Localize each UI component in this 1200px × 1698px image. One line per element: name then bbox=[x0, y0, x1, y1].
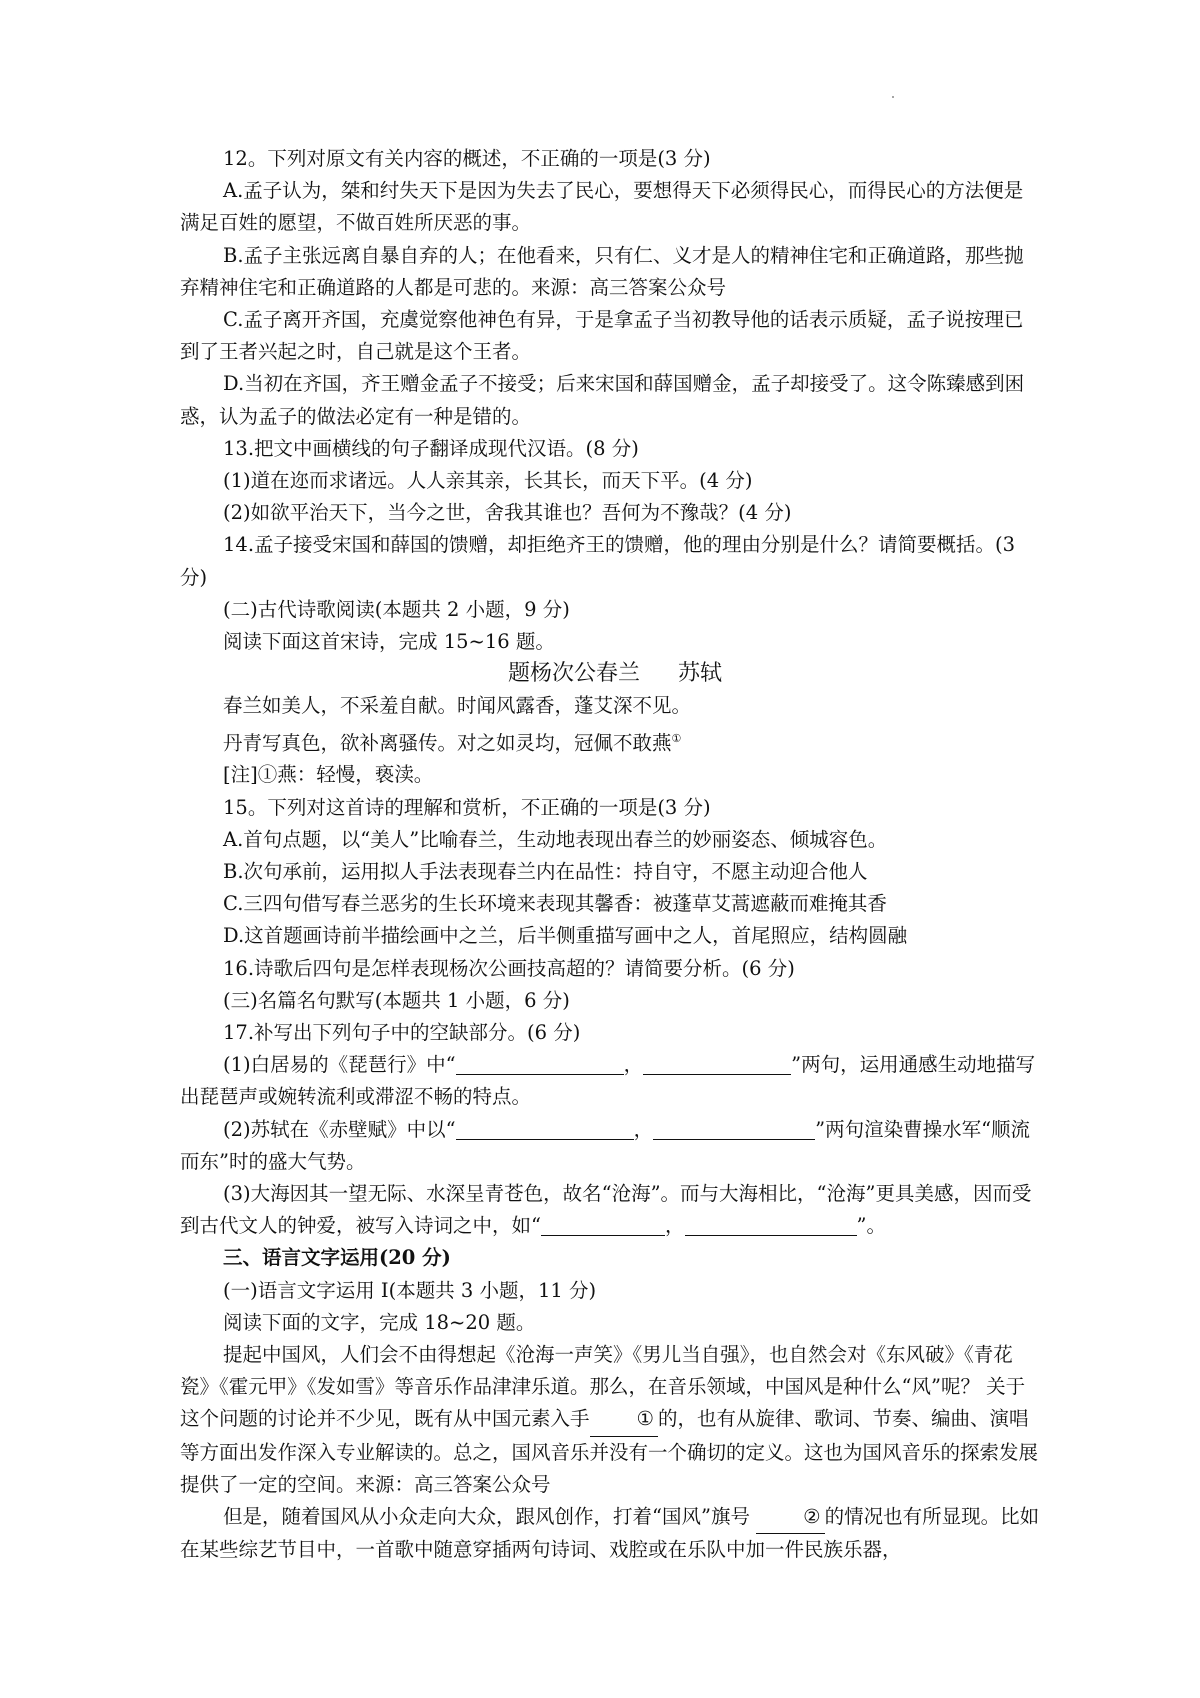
poem-title: 题杨次公春兰 bbox=[507, 661, 640, 687]
section-poetry-heading: (二)古代诗歌阅读(本题共 2 小题，9 分) bbox=[223, 597, 570, 621]
paragraph-2-lead: 但是，随着国风从小众走向大众，跟风创作，打着“国风”旗号 bbox=[223, 1505, 757, 1529]
passage-paragraph-1 bbox=[180, 1339, 1040, 1501]
poem-title-line bbox=[180, 658, 1040, 690]
q17-item-1-tail: ”两句，运用通感生动地描写出琵琶声或婉转流利或滞涩不畅的特点。 bbox=[180, 1053, 1036, 1109]
poem-line-2: 丹青写真色，欲补离骚传。对之如灵均，冠佩不敢燕 bbox=[223, 731, 672, 755]
section-poetry-intro: 阅读下面这首宋诗，完成 15~16 题。 bbox=[223, 630, 555, 654]
blank-marker-1[interactable]: ① bbox=[590, 1403, 658, 1436]
q17-item-2-lead: (2)苏轼在《赤壁赋》中以“ bbox=[223, 1117, 456, 1141]
q12-option-a: A.孟子认为，桀和纣失天下是因为失去了民心，要想得天下必须得民心，而得民心的方法便是满足百姓的愿望，不做百姓所厌恶的事。 bbox=[180, 179, 1024, 235]
q13-sentence-1: (1)道在迩而求诸远。人人亲其亲，长其长，而天下平。(4 分) bbox=[223, 469, 753, 493]
blank-marker-2[interactable]: ② bbox=[756, 1501, 824, 1534]
poem-line-2-row bbox=[180, 723, 1040, 760]
answer-blank[interactable] bbox=[653, 1117, 815, 1140]
q17-item-3-tail: ”。 bbox=[856, 1214, 886, 1238]
poem-note: [注]①燕：轻慢，亵渎。 bbox=[223, 763, 434, 787]
q16-stem: 16.诗歌后四句是怎样表现杨次公画技高超的？请简要分析。(6 分) bbox=[223, 956, 795, 980]
paragraph-2-tail: 的情况也有所显现。比如在某些综艺节目中，一首歌中随意穿插两句诗词、戏腔或在乐队中加一件民族乐器， bbox=[180, 1505, 1040, 1562]
exam-page bbox=[180, 143, 1040, 1566]
q15-option-d: D.这首题画诗前半描绘画中之兰，后半侧重描写画中之人，首尾照应，结构圆融 bbox=[223, 924, 908, 948]
paragraph-1-tail: 的，也有从旋律、歌词、节奏、编曲、演唱等方面出发作深入专业解读的。总之，国风音乐并没有一个确切的定义。这也为国风音乐的探索发展提供了一定的空间。来源：高三答案公众号 bbox=[180, 1407, 1039, 1496]
section-recitation-heading: (三)名篇名句默写(本题共 1 小题，6 分) bbox=[223, 988, 570, 1012]
q15-option-c: C.三四句借写春兰恶劣的生长环境来表现其馨香：被蓬草艾蒿遮蔽而难掩其香 bbox=[223, 892, 887, 916]
answer-blank[interactable] bbox=[456, 1117, 634, 1140]
q15-option-a: A.首句点题，以“美人”比喻春兰，生动地表现出春兰的妙丽姿态、倾城容色。 bbox=[223, 827, 888, 851]
poem-author: 苏轼 bbox=[678, 661, 723, 687]
passage-paragraph-2 bbox=[180, 1501, 1040, 1566]
language-use-intro: 阅读下面的文字，完成 18~20 题。 bbox=[223, 1310, 536, 1334]
q12-option-d: D.当初在齐国，齐王赠金孟子不接受；后来宋国和薛国赠金，孟子却接受了。这令陈臻感到困惑，认为孟子的做法必定有一种是错的。 bbox=[180, 372, 1025, 428]
q12-option-b: B.孟子主张远离自暴自弃的人；在他看来，只有仁、义才是人的精神住宅和正确道路，那些抛弃精神住宅和正确道路的人都是可悲的。来源：高三答案公众号 bbox=[180, 243, 1024, 299]
answer-blank[interactable] bbox=[685, 1213, 857, 1236]
q12-option-c: C.孟子离开齐国，充虞觉察他神色有异，于是拿孟子当初教导他的话表示质疑，孟子说按理已到了王者兴起之时，自己就是这个王者。 bbox=[180, 308, 1024, 364]
answer-blank[interactable] bbox=[541, 1213, 665, 1236]
q17-item-2-comma: ， bbox=[633, 1117, 654, 1141]
language-use-heading: (一)语言文字运用 I(本题共 3 小题，11 分) bbox=[223, 1278, 597, 1302]
q17-item-1-lead: (1)白居易的《琵琶行》中“ bbox=[223, 1053, 456, 1077]
q12-stem: 12。下列对原文有关内容的概述，不正确的一项是(3 分) bbox=[223, 147, 711, 170]
q17-item-2-tail: ”两句渲染曹操水军“顺流而东”时的盛大气势。 bbox=[180, 1117, 1031, 1173]
q17-item-3 bbox=[180, 1178, 1040, 1242]
q15-stem: 15。下列对这首诗的理解和赏析，不正确的一项是(3 分) bbox=[223, 795, 711, 819]
q17-item-2 bbox=[180, 1114, 1040, 1178]
footnote-mark: ① bbox=[671, 731, 682, 745]
q15-option-b: B.次句承前，运用拟人手法表现春兰内在品性：持自守，不愿主动迎合他人 bbox=[223, 859, 868, 883]
q17-item-1 bbox=[180, 1049, 1040, 1113]
q17-stem: 17.补写出下列句子中的空缺部分。(6 分) bbox=[223, 1020, 581, 1044]
answer-blank[interactable] bbox=[643, 1052, 791, 1075]
q14-stem: 14.孟子接受宋国和薛国的馈赠，却拒绝齐王的馈赠，他的理由分别是什么？请简要概括。(3 分) bbox=[180, 533, 1016, 589]
answer-blank[interactable] bbox=[456, 1052, 624, 1075]
paragraph-1-lead: 提起中国风，人们会不由得想起《沧海一声笑》《男儿当自强》，也自然会对《东风破》《青花瓷》《霍元甲》《发如雪》等音乐作品津津乐道。那么，在音乐领域，中国风是种什么“风”呢？ 关于这个问题的讨论并不少见，既有从中国元素入手 bbox=[180, 1343, 1026, 1431]
q13-stem: 13.把文中画横线的句子翻译成现代汉语。(8 分) bbox=[223, 436, 639, 460]
q17-item-1-comma: ， bbox=[623, 1053, 644, 1077]
q17-item-3-comma: ， bbox=[664, 1214, 685, 1238]
page-dot bbox=[892, 96, 894, 98]
q13-sentence-2: (2)如欲平治天下，当今之世，舍我其谁也？吾何为不豫哉？(4 分) bbox=[223, 501, 792, 525]
q17-item-3-lead: (3)大海因其一望无际、水深呈青苍色，故名“沧海”。而与大海相比，“沧海”更具美感，因而受到古代文人的钟爱，被写入诗词之中，如“ bbox=[180, 1182, 1032, 1238]
poem-line-1: 春兰如美人，不采羞自献。时闻风露香，蓬艾深不见。 bbox=[223, 694, 692, 718]
part-3-heading: 三、语言文字运用(20 分) bbox=[223, 1246, 451, 1270]
